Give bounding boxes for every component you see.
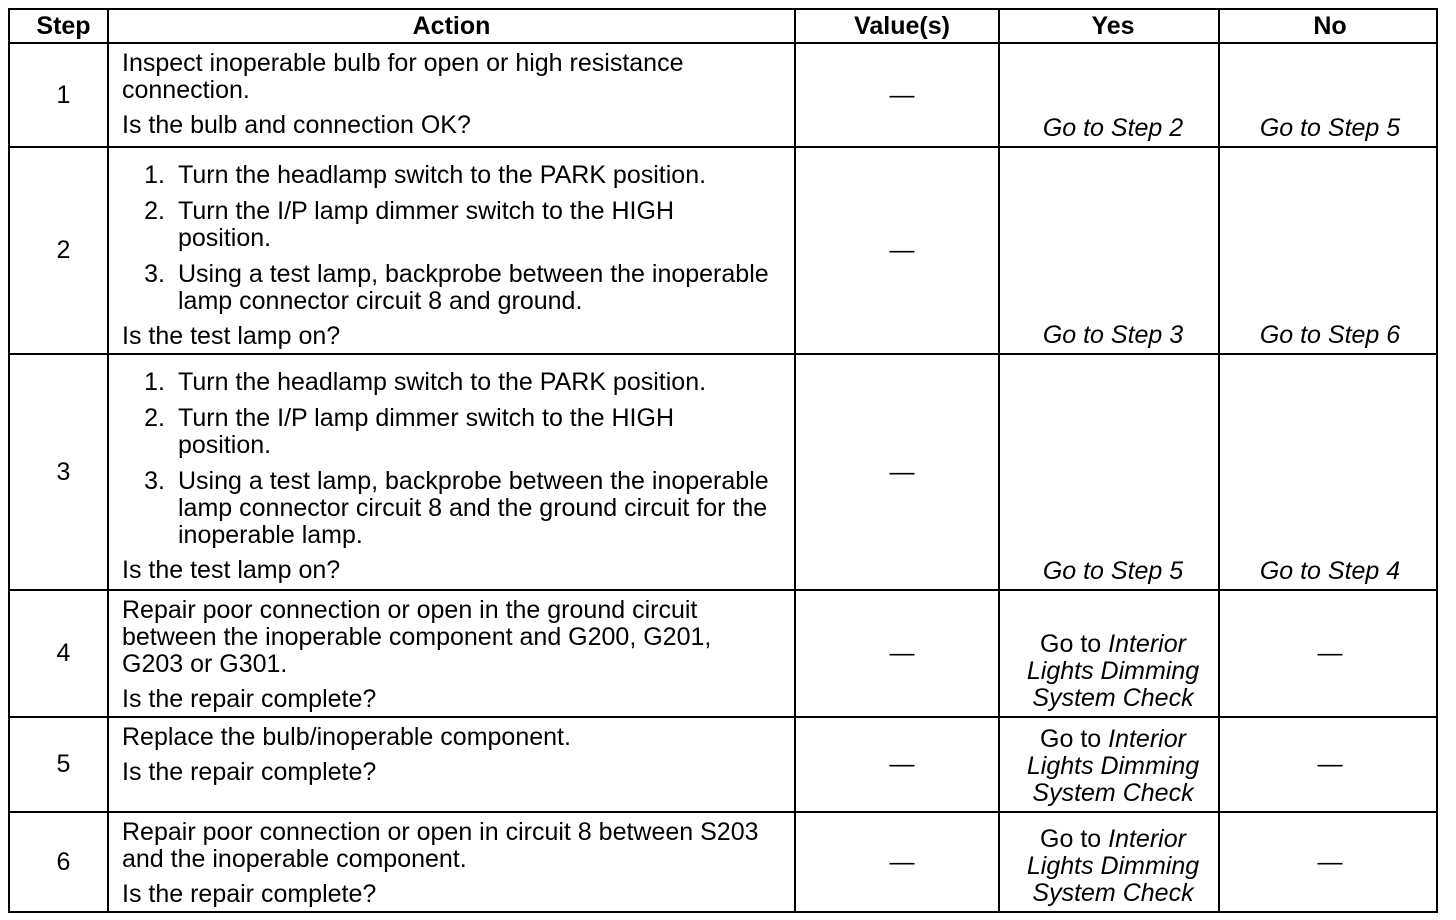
- no-cell: [1220, 355, 1436, 589]
- no-cell: [1220, 813, 1436, 911]
- action-question: Is the repair complete?: [122, 685, 377, 713]
- goto-prefix: Go to: [1040, 725, 1102, 753]
- step-list: [122, 162, 788, 315]
- action-cell: [109, 813, 794, 911]
- yes-text: Go to Step 5: [1042, 557, 1184, 585]
- list-item-text: Using a test lamp, backprobe between the inoperable lamp connector circuit 8 and the ground circuit for the inoperable lamp.: [178, 467, 769, 549]
- header-step-label: Step: [36, 11, 91, 40]
- list-item: [122, 162, 788, 189]
- list-item-text: Using a test lamp, backprobe between the inoperable lamp connector circuit 8 and ground.: [178, 260, 769, 315]
- list-item-text: Turn the I/P lamp dimmer switch to the HIGH position.: [178, 404, 674, 459]
- value-cell: [796, 44, 998, 146]
- no-cell: [1220, 591, 1436, 716]
- no-cell: [1220, 718, 1436, 811]
- step-cell: [10, 718, 107, 811]
- list-item: [122, 468, 788, 549]
- step-number: 4: [56, 639, 71, 667]
- list-item-number: 3.: [144, 260, 165, 288]
- action-text: Inspect inoperable bulb for open or high resistance connection.: [122, 49, 684, 104]
- step-list: [122, 369, 788, 549]
- value-text: —: [889, 847, 915, 876]
- action-text: Repair poor connection or open in the ground circuit between the inoperable component and G200, G201, G203 or G301.: [122, 596, 712, 678]
- no-text: —: [1317, 847, 1343, 876]
- step-number: 2: [56, 236, 71, 264]
- step-number: 6: [56, 847, 71, 876]
- step-number: 5: [56, 750, 71, 778]
- goto-target: Interior Lights Dimming System Check: [1026, 630, 1200, 712]
- header-yes-label: Yes: [1091, 11, 1135, 40]
- value-cell: [796, 591, 998, 716]
- action-question: Is the test lamp on?: [122, 322, 341, 350]
- step-cell: [10, 591, 107, 716]
- value-cell: [796, 813, 998, 911]
- action-cell: [109, 591, 794, 716]
- list-item: [122, 261, 788, 315]
- no-text: Go to Step 6: [1259, 321, 1401, 349]
- diagnostic-table: [8, 8, 1438, 913]
- no-text: Go to Step 5: [1259, 114, 1401, 142]
- yes-cell: [1000, 718, 1218, 811]
- action-text: Repair poor connection or open in circuit 8 between S203 and the inoperable component.: [122, 818, 759, 873]
- yes-cell: [1000, 44, 1218, 146]
- action-text: Replace the bulb/inoperable component.: [122, 723, 571, 751]
- step-cell: [10, 44, 107, 146]
- value-cell: [796, 148, 998, 353]
- value-cell: [796, 355, 998, 589]
- action-cell: [109, 148, 794, 353]
- value-text: —: [889, 457, 915, 486]
- value-text: —: [889, 236, 915, 264]
- action-cell: [109, 718, 794, 811]
- goto-target: Interior Lights Dimming System Check: [1026, 725, 1200, 807]
- no-text: —: [1317, 750, 1343, 778]
- step-number: 1: [56, 80, 71, 109]
- header-no: [1220, 10, 1436, 42]
- list-item-text: Turn the headlamp switch to the PARK position.: [178, 161, 707, 189]
- header-action: [109, 10, 794, 42]
- yes-cell: [1000, 148, 1218, 353]
- list-item: [122, 405, 788, 459]
- yes-cell: [1000, 591, 1218, 716]
- goto-target: Interior Lights Dimming System Check: [1026, 825, 1200, 907]
- action-question: Is the test lamp on?: [122, 556, 341, 584]
- list-item: [122, 369, 788, 396]
- no-text: —: [1317, 639, 1343, 667]
- header-action-label: Action: [412, 11, 491, 40]
- action-cell: [109, 44, 794, 146]
- step-cell: [10, 355, 107, 589]
- list-item-number: 2.: [144, 404, 165, 432]
- value-text: —: [889, 639, 915, 667]
- goto-prefix: Go to: [1040, 825, 1102, 853]
- no-text: Go to Step 4: [1259, 557, 1401, 585]
- yes-text: Go to Step 2: [1042, 114, 1184, 142]
- yes-cell: [1000, 813, 1218, 911]
- value-text: —: [889, 80, 915, 109]
- yes-text: [1027, 631, 1199, 712]
- value-text: —: [889, 750, 915, 778]
- action-question: Is the repair complete?: [122, 880, 377, 908]
- yes-text: Go to Step 3: [1042, 321, 1184, 349]
- list-item: [122, 198, 788, 252]
- goto-prefix: Go to: [1040, 630, 1102, 658]
- step-cell: [10, 813, 107, 911]
- yes-text: [1027, 726, 1199, 807]
- header-values: [796, 10, 998, 42]
- header-values-label: Value(s): [854, 11, 950, 40]
- list-item-number: 2.: [144, 197, 165, 225]
- list-item-text: Turn the I/P lamp dimmer switch to the HIGH position.: [178, 197, 674, 252]
- action-cell: [109, 355, 794, 589]
- yes-cell: [1000, 355, 1218, 589]
- step-number: 3: [56, 457, 71, 486]
- no-cell: [1220, 44, 1436, 146]
- action-question: Is the repair complete?: [122, 758, 377, 786]
- header-no-label: No: [1313, 11, 1347, 40]
- list-item-number: 3.: [144, 467, 165, 495]
- header-step: [10, 10, 107, 42]
- value-cell: [796, 718, 998, 811]
- step-cell: [10, 148, 107, 353]
- list-item-text: Turn the headlamp switch to the PARK position.: [178, 368, 707, 396]
- list-item-number: 1.: [144, 368, 165, 396]
- header-yes: [1000, 10, 1218, 42]
- yes-text: [1027, 826, 1199, 907]
- action-question: Is the bulb and connection OK?: [122, 111, 471, 139]
- no-cell: [1220, 148, 1436, 353]
- list-item-number: 1.: [144, 161, 165, 189]
